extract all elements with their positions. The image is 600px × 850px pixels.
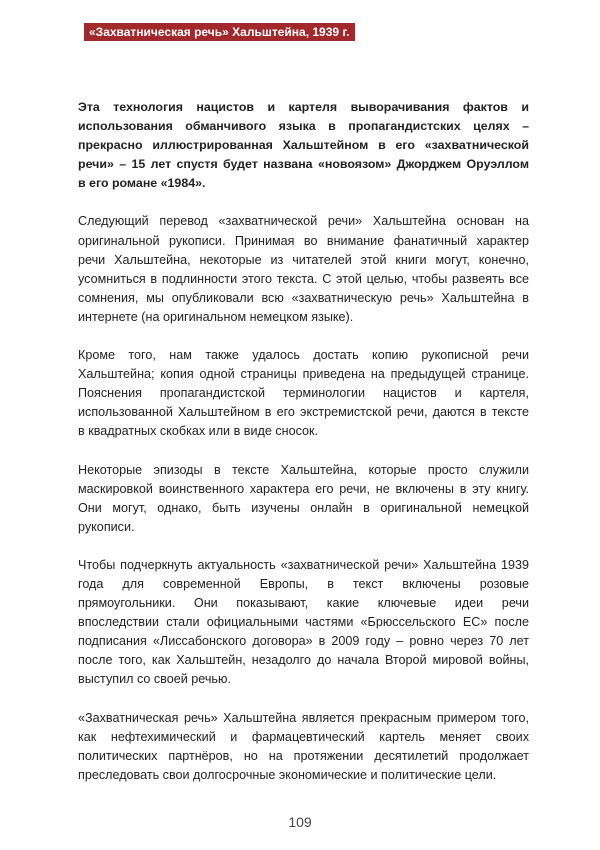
- text-line: Пояснения пропагандистской терминологии нацистов и картеля,: [78, 386, 529, 401]
- running-header: «Захватническая речь» Хальштейна, 1939 г.: [84, 23, 355, 41]
- text-line: подписания «Лиссабонского договора» в 2009 году – ровно через 70 лет: [78, 634, 529, 649]
- text-line: усомниться в подлинности этого текста. С этой целью, чтобы развеять все: [78, 271, 529, 286]
- body-paragraph: [78, 212, 529, 327]
- text-line: Некоторые эпизоды в тексте Хальштейна, которые просто служили: [78, 462, 529, 477]
- text-line: выступил со своей речью.: [78, 672, 231, 687]
- text-line: года для современной Европы, в текст включены розовые: [78, 576, 529, 591]
- text-line: впоследствии стали официальными частями «Брюссельского ЕС» после: [78, 615, 529, 630]
- text-line: оригинальной рукописи. Принимая во внимание фанатичный характер: [78, 233, 529, 248]
- intro-paragraph: [78, 98, 529, 193]
- body-paragraph: [78, 346, 529, 441]
- text-line: как нефтехимический и фармацевтический картель меняет своих: [78, 729, 529, 744]
- text-line: в его романе «1984».: [78, 176, 206, 191]
- text-line: прямоугольники. Они показывают, какие ключевые идеи речи: [78, 596, 529, 611]
- text-line: Эта технология нацистов и картеля выворачивания фактов и: [78, 100, 529, 114]
- text-line: сомнения, мы опубликовали всю «захватническую речь» Хальштейна в: [78, 290, 529, 305]
- text-line: преследовать свои долгосрочные экономические и политические цели.: [78, 767, 497, 782]
- body-paragraph: [78, 709, 529, 785]
- text-line: использованной Хальштейном в его экстремистской речи, даются в тексте: [78, 405, 529, 420]
- text-line: маскировкой воинственного характера его речи, не включены в эту книгу.: [78, 481, 529, 496]
- text-line: «Захватническая речь» Хальштейна является прекрасным примером того,: [78, 710, 529, 725]
- text-line: интернете (на оригинальном немецком языке).: [78, 309, 354, 324]
- text-line: рукописи.: [78, 519, 135, 534]
- text-line: прекрасно иллюстрированная Хальштейном в его «захватнической: [78, 138, 529, 153]
- text-line: Кроме того, нам также удалось достать копию рукописной речи: [78, 348, 529, 363]
- text-line: Следующий перевод «захватнической речи» Хальштейна основан на: [78, 214, 529, 229]
- page-body: [78, 98, 529, 804]
- text-line: речи» – 15 лет спустя будет названа «новоязом» Джорджем Оруэллом: [78, 157, 529, 172]
- body-paragraph: [78, 556, 529, 690]
- text-line: Чтобы подчеркнуть актуальность «захватнической речи» Хальштейна 1939: [78, 557, 529, 572]
- text-line: Они могут, однако, быть изучены онлайн в оригинальной немецкой: [78, 500, 529, 515]
- page-number: 109: [288, 814, 312, 830]
- text-line: политических партнёров, но на протяжении десятилетий продолжает: [78, 748, 529, 763]
- body-paragraph: [78, 461, 529, 537]
- text-line: использования обманчивого языка в пропагандистских целях –: [78, 119, 529, 134]
- text-line: в квадратных скобках или в виде сносок.: [78, 424, 319, 439]
- text-line: Хальштейна; копия одной страницы приведена на предыдущей странице.: [78, 367, 529, 382]
- text-line: после того, как Хальштейн, незадолго до начала Второй мировой войны,: [78, 653, 529, 668]
- text-line: речи Хальштейна, некоторые из читателей этой книги могут, конечно,: [78, 252, 529, 267]
